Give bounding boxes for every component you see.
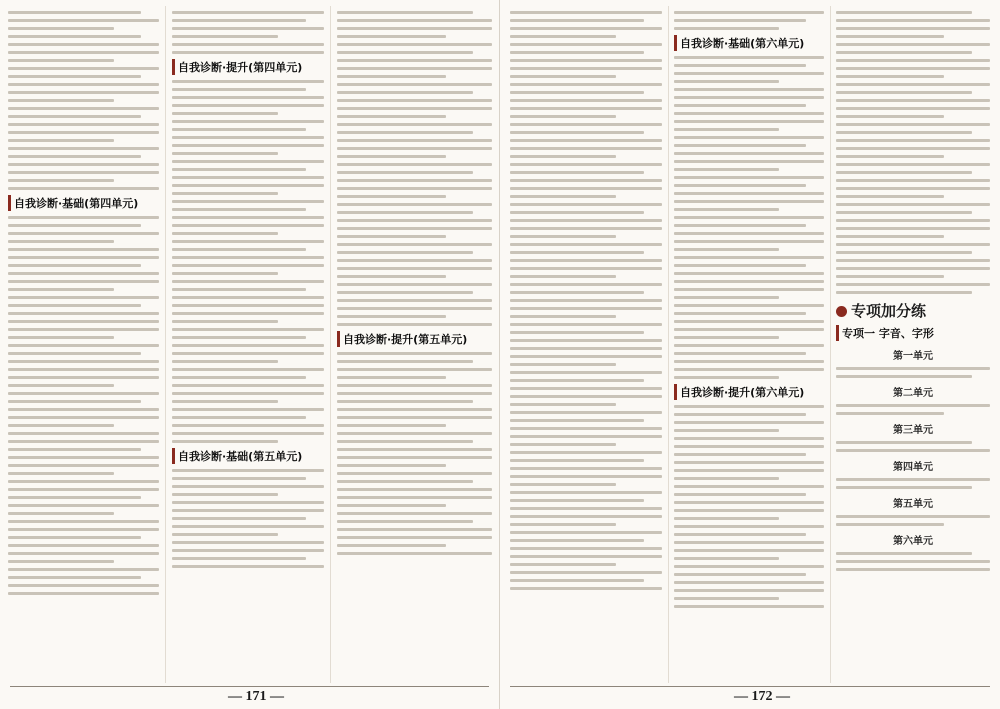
unit-label: 第二单元 bbox=[893, 388, 933, 399]
unit-label: 第四单元 bbox=[893, 462, 933, 473]
bullet-icon bbox=[836, 306, 847, 317]
section-heading: 自我诊断·提升(第六单元) bbox=[674, 384, 824, 400]
special-practice-subtitle: 专项一 字音、字形 bbox=[836, 325, 990, 341]
left-column-1 bbox=[4, 6, 163, 683]
section-heading: 自我诊断·基础(第四单元) bbox=[8, 195, 159, 211]
section-heading: 自我诊断·提升(第四单元) bbox=[172, 59, 324, 75]
unit-label: 第三单元 bbox=[893, 425, 933, 436]
right-page bbox=[500, 0, 1000, 709]
unit-label: 第五单元 bbox=[893, 499, 933, 510]
unit-label: 第一单元 bbox=[893, 351, 933, 362]
special-practice-title: 专项加分练 bbox=[836, 300, 990, 321]
left-column-2 bbox=[168, 6, 328, 683]
page-number: — 171 — bbox=[228, 689, 284, 704]
section-heading: 自我诊断·基础(第六单元) bbox=[674, 35, 824, 51]
left-column-3 bbox=[333, 6, 496, 683]
section-heading: 自我诊断·提升(第五单元) bbox=[337, 331, 492, 347]
right-column-2 bbox=[670, 6, 828, 683]
unit-label: 第六单元 bbox=[893, 536, 933, 547]
section-heading: 自我诊断·基础(第五单元) bbox=[172, 448, 324, 464]
right-column-3 bbox=[832, 6, 994, 683]
page-number: — 172 — bbox=[734, 689, 790, 704]
right-column-1 bbox=[506, 6, 666, 683]
